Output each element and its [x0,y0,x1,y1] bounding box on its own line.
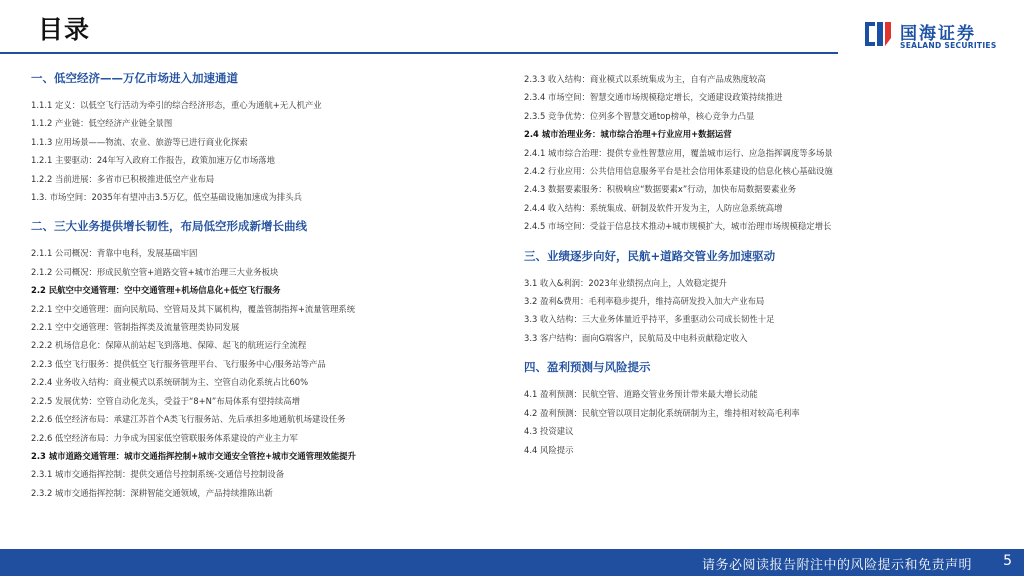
toc-item[interactable]: 1.2.1 主要驱动：24年写入政府工作报告，政策加速万亿市场落地 [31,155,276,166]
footer-disclaimer: 请务必阅读报告附注中的风险提示和免责声明 [701,558,972,573]
company-logo [862,18,1012,54]
toc-item[interactable]: 2.4.2 行业应用：公共信用信息服务平台是社会信用体系建设的信息化核心基础设施 [524,166,833,177]
toc-item[interactable]: 4.1 盈利预测：民航空管、道路交管业务预计带来最大增长动能 [524,389,758,400]
toc-item[interactable]: 2.3.4 市场空间：智慧交通市场规模稳定增长，交通建设政策持续推进 [524,92,783,103]
toc-left-column [31,70,501,502]
page-footer [0,549,1024,576]
toc-item[interactable]: 2.2.6 低空经济布局：承建江苏首个A类飞行服务站、先后承担多地通航机场建设任务 [31,414,346,425]
toc-item[interactable]: 2.3.3 收入结构：商业模式以系统集成为主，自有产品成熟度较高 [524,74,766,84]
header-rule [0,52,838,54]
section-4-title[interactable]: 四、盈利预测与风险提示 [524,360,651,375]
toc-item[interactable]: 2.2.4 业务收入结构：商业模式以系统研制为主、空管自动化系统占比60% [31,377,309,388]
toc-item[interactable]: 2.2.3 低空飞行服务：提供低空飞行服务管理平台、飞行服务中心/服务站等产品 [31,358,326,369]
logo-english-name: SEALAND SECURITIES [900,41,997,50]
toc-item[interactable]: 2.2.2 机场信息化：保障从前站起飞到落地、保障、起飞的航班运行全流程 [31,340,307,351]
sealand-logo-icon [862,18,894,50]
section-1-title[interactable]: 一、低空经济——万亿市场进入加速通道 [31,71,238,85]
toc-item[interactable]: 2.3.5 竞争优势：位列多个智慧交通top榜单，核心竞争力凸显 [524,110,755,121]
toc-item[interactable]: 3.2 盈利&费用：毛利率稳步提升，维持高研发投入加大产业布局 [524,296,765,307]
toc-item[interactable]: 4.2 盈利预测：民航空管以项目定制化系统研制为主，维持相对较高毛利率 [524,407,800,418]
toc-item[interactable]: 4.3 投资建议 [524,426,574,437]
toc-item[interactable]: 2.2.6 低空经济布局：力争成为国家低空管联服务体系建设的产业主力军 [31,432,298,443]
toc-item[interactable]: 2.1.2 公司概况：形成民航空管+道路交管+城市治理三大业务板块 [31,266,279,277]
toc-item[interactable]: 2.1.1 公司概况：背靠中电科，发展基础牢固 [31,248,198,259]
toc-item[interactable]: 1.1.1 定义：以低空飞行活动为牵引的综合经济形态，重心为通航+无人机产业 [31,100,322,110]
toc-item[interactable]: 3.3 收入结构：三大业务体量近乎持平，多重驱动公司成长韧性十足 [524,314,775,325]
toc-item[interactable]: 3.1 收入&利润：2023年业绩拐点向上，人效稳定提升 [524,277,727,288]
toc-subsection-item[interactable]: 2.2 民航空中交通管理：空中交通管理+机场信息化+低空飞行服务 [31,285,281,296]
toc-item[interactable]: 2.4.4 收入结构：系统集成、研制及软件开发为主，人防应急系统高增 [524,202,783,213]
toc-item[interactable]: 1.2.2 当前进展：多省市已积极推进低空产业布局 [31,173,215,184]
toc-subsection-item[interactable]: 2.3 城市道路交通管理：城市交通指挥控制+城市交通安全管控+城市交通管理效能提升 [31,450,356,461]
toc-item[interactable]: 2.4.1 城市综合治理：提供专业性智慧应用，覆盖城市运行、应急指挥调度等多场景 [524,147,833,158]
toc-item[interactable]: 1.3. 市场空间：2035年有望冲击3.5万亿，低空基础设施加速成为排头兵 [31,192,303,203]
section-2-title[interactable]: 二、三大业务提供增长韧性，布局低空形成新增长曲线 [31,219,307,234]
toc-item[interactable]: 1.1.3 应用场景——物流、农业、旅游等已进行商业化探索 [31,136,248,147]
toc-item[interactable]: 3.3 客户结构：面向G端客户，民航局及中电科贡献稳定收入 [524,332,748,343]
toc-item[interactable]: 2.4.3 数据要素服务：积极响应“数据要素x”行动，加快布局数据要素业务 [524,184,797,195]
toc-item[interactable]: 1.1.2 产业链：低空经济产业链全景图 [31,118,173,129]
page-header [0,0,1024,58]
logo-chinese-name: 国海证券 [900,24,976,44]
toc-item[interactable]: 2.4.5 市场空间：受益于信息技术推动+城市规模扩大，城市治理市场规模稳定增长 [524,221,832,232]
toc-right-column [524,70,1004,459]
toc-item[interactable]: 2.2.1 空中交通管理：管制指挥类及流量管理类协同发展 [31,322,240,333]
toc-item[interactable]: 2.3.2 城市交通指挥控制：深耕智能交通领域，产品持续推陈出新 [31,487,273,498]
toc-item[interactable]: 4.4 风险提示 [524,444,574,455]
section-3-title[interactable]: 三、业绩逐步向好，民航+道路交管业务加速驱动 [524,248,776,263]
page-title: 目录 [38,15,91,44]
toc-item[interactable]: 2.2.5 发展优势：空管自动化龙头，受益于“8+N”布局体系有望持续高增 [31,395,301,406]
toc-subsection-item[interactable]: 2.4 城市治理业务：城市综合治理+行业应用+数据运营 [524,129,732,140]
page-number: 5 [1003,553,1012,569]
toc-item[interactable]: 2.3.1 城市交通指挥控制：提供交通信号控制系统-交通信号控制设备 [31,469,285,480]
toc-item[interactable]: 2.2.1 空中交通管理：面向民航局、空管局及其下属机构，覆盖管制指挥+流量管理系统 [31,303,356,314]
